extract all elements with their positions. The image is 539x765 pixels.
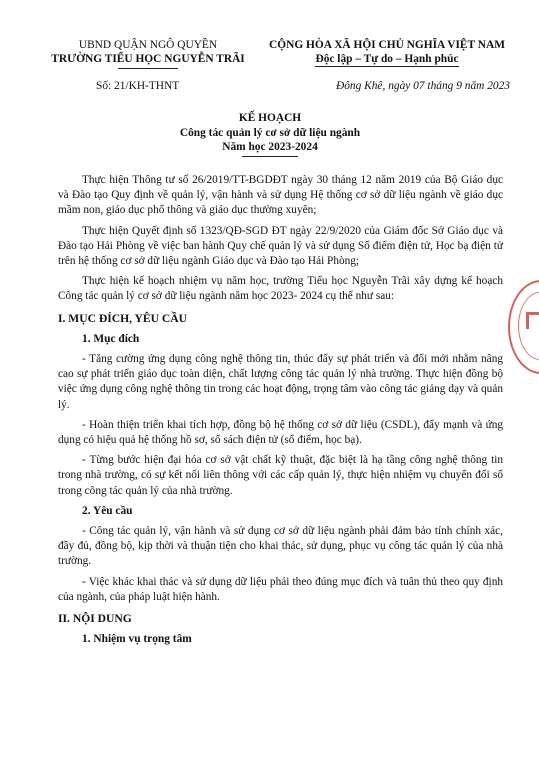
official-seal-stamp bbox=[508, 280, 539, 374]
subsection-heading: 1. Nhiệm vụ trọng tâm bbox=[82, 633, 192, 646]
title-underline bbox=[242, 156, 298, 157]
body-paragraph: - Công tác quản lý, vận hành và sử dụng cơ sở dữ liệu ngành phải đảm bảo tính chính xác, đầy đủ, đồng bộ, kịp thời và thuận tiện cho khai thác, sử dụng, phục vụ công tác quản lý của nhà trường. bbox=[58, 525, 503, 568]
title-kind: KẾ HOẠCH bbox=[238, 112, 302, 124]
body-paragraph: - Từng bước hiện đại hóa cơ sở vật chất kỹ thuật, đặc biệt là hạ tầng công nghệ thông tin trong nhà trường, có sự kết nối liên thông với các cấp quản lý, thực hiện nhiệm vụ chuyển đổi số trong công tác quản lý của nhà trường. bbox=[58, 454, 503, 497]
school-name: TRƯỜNG TIỂU HỌC NGUYỄN TRÃI bbox=[51, 53, 245, 65]
national-header bbox=[258, 38, 516, 67]
authority-name: UBND QUẬN NGÔ QUYỀN bbox=[78, 39, 218, 51]
section-heading: II. NỘI DUNG bbox=[58, 612, 132, 626]
intro-paragraph: Thực hiện Quyết định số 1323/QĐ-SGD ĐT ngày 22/9/2020 của Giám đốc Sở Giáo dục và Đào tạo Hải Phòng về việc ban hành Quy chế quản lý và sử dụng Sổ điểm điện tử, Học bạ điện tử trên hệ thống cơ sở dữ liệu ngành Giáo dục và Đào tạo Hải Phòng; bbox=[58, 224, 503, 268]
subsection-heading: 2. Yêu cầu bbox=[82, 504, 133, 517]
issuer-header bbox=[48, 38, 248, 69]
intro-paragraph: Thực hiện Thông tư số 26/2019/TT-BGDĐT ngày 30 tháng 12 năm 2019 của Bộ Giáo dục và Đào tạo Quy định về quản lý, vận hành và sử dụng Hệ thống cơ sở dữ liệu ngành về giáo dục mầm non, giáo dục phổ thông và giáo dục thường xuyên; bbox=[58, 174, 503, 217]
document-body bbox=[58, 173, 503, 652]
subsection-heading: 1. Mục đích bbox=[82, 332, 140, 345]
document-title bbox=[60, 111, 480, 157]
document-number: Số: 21/KH-THNT bbox=[96, 80, 180, 92]
body-paragraph: - Hoàn thiện triển khai tích hợp, đồng bộ hệ thống cơ sở dữ liệu (CSDL), đẩy mạnh và ứng dụng có hiệu quả hệ thống hồ sơ, sổ sách điện tử (sổ điểm, học bạ). bbox=[58, 418, 503, 447]
intro-paragraph: Thực hiện kế hoạch nhiệm vụ năm học, trường Tiểu học Nguyễn Trãi xây dựng kế hoạch Công tác quản lý cơ sở dữ liệu ngành năm học 2023- 2024 cụ thể như sau: bbox=[58, 275, 503, 303]
body-paragraph: - Việc khác khai thác và sử dụng dữ liệu phải theo đúng mục đích và tuân thủ theo quy định của ngành, của pháp luật hiện hành. bbox=[58, 575, 503, 603]
section-heading: I. MỤC ĐÍCH, YÊU CẦU bbox=[58, 311, 188, 325]
title-year: Năm học 2023-2024 bbox=[222, 141, 318, 153]
nation-name: CỘNG HÒA XÃ HỘI CHỦ NGHĨA VIỆT NAM bbox=[269, 39, 505, 51]
seal-emblem bbox=[526, 312, 539, 329]
header-underline bbox=[118, 68, 178, 69]
date-line: Đông Khê, ngày 07 tháng 9 năm 2023 bbox=[335, 80, 510, 92]
national-motto: Độc lập – Tự do – Hạnh phúc bbox=[315, 53, 459, 65]
title-subject: Công tác quản lý cơ sở dữ liệu ngành bbox=[179, 126, 361, 139]
body-paragraph: - Tăng cường ứng dụng công nghệ thông tin, thúc đẩy sự phát triển và đổi mới nhằm nâng cao sự phát triển giáo dục toàn diện, chất lượng công tác quản lý nhà trường. Thực hiện đồng bộ việc ứng dụng công nghệ thông tin trong các hoạt động, trọng tâm vào công tác giảng dạy và quản lý. bbox=[58, 353, 503, 411]
